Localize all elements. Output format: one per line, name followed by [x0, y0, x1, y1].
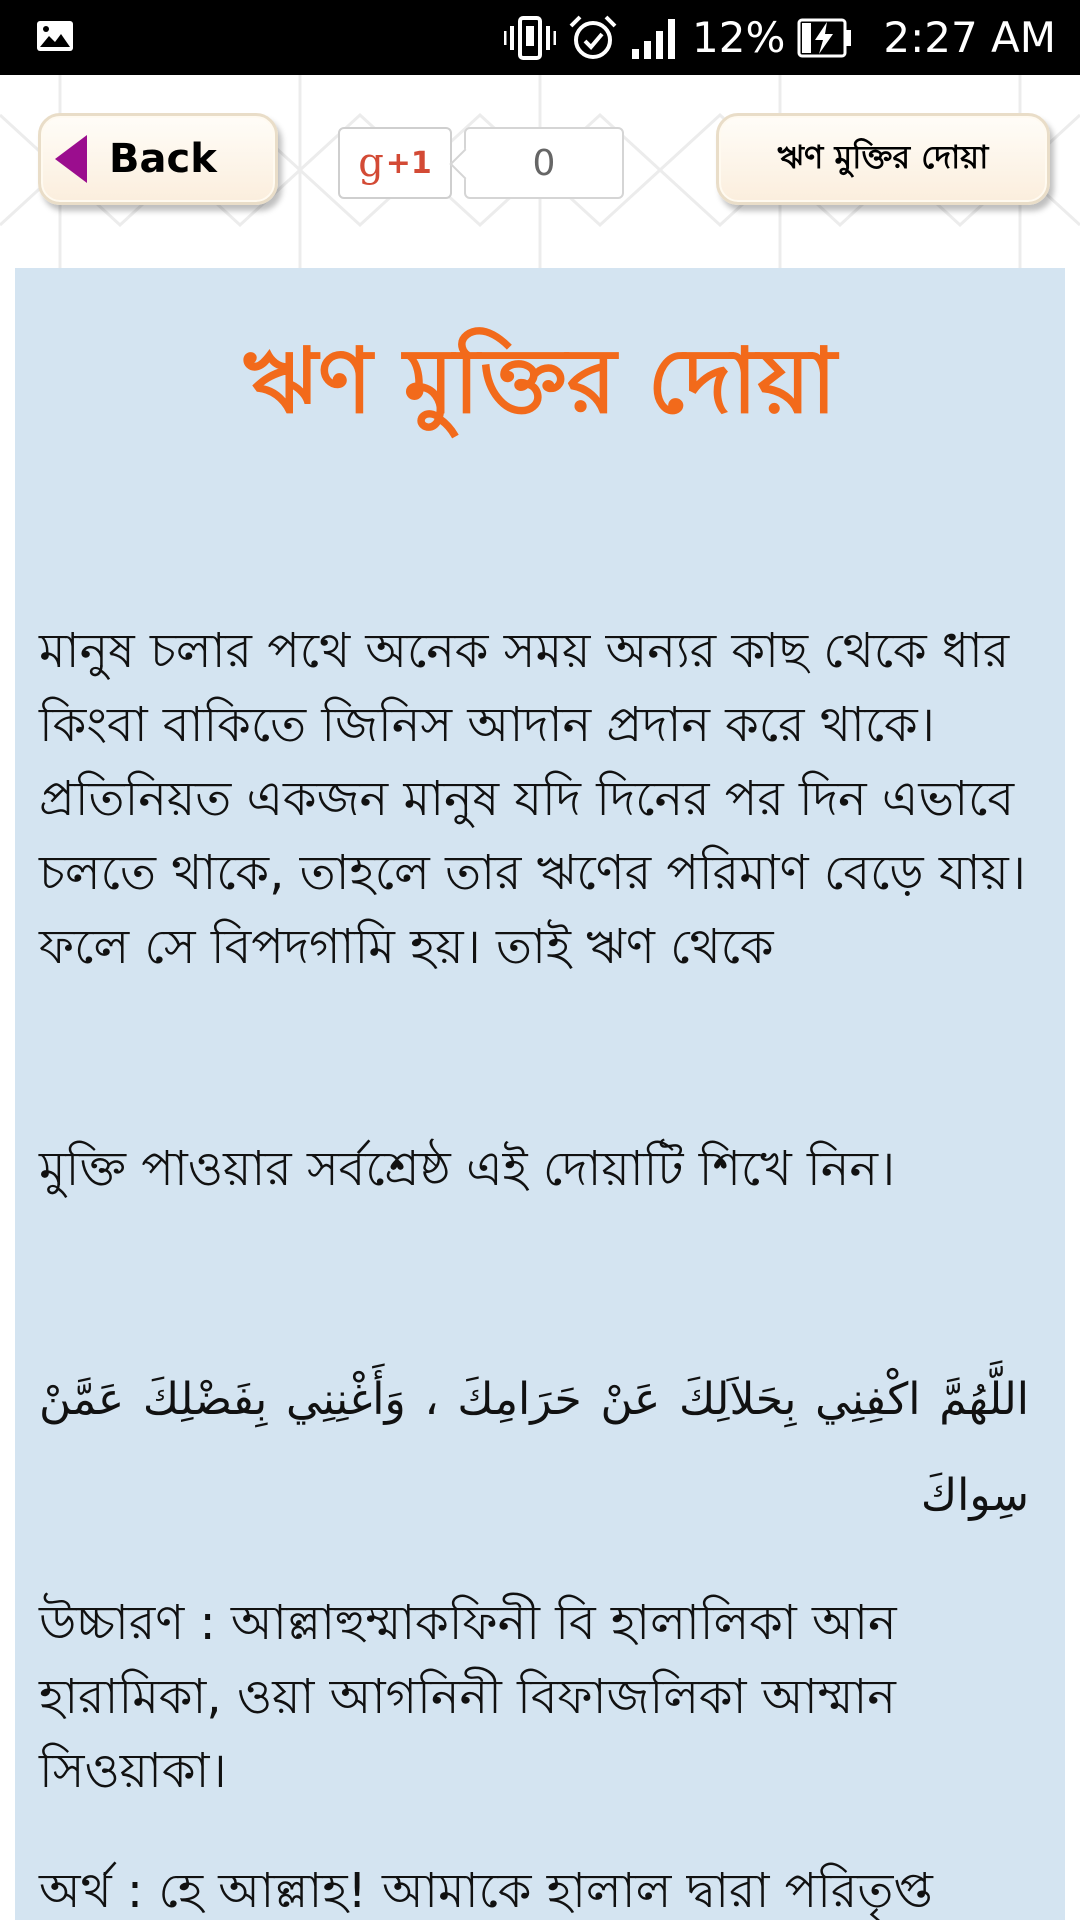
google-plus-one-button[interactable] [338, 127, 452, 199]
article-paragraph-intro: মানুষ চলার পথে অনেক সময় অন্যর কাছ থেকে ধার কিংবা বাকিতে জিনিস আদান প্রদান করে থাকে। প্রতিনিয়ত একজন মানুষ যদি দিনের পর দিন এভাবে চলতে থাকে, তাহলে তার ঋণের পরিমাণ বেড়ে যায়। ফলে সে বিপদগামি হয়। তাই ঋণ থেকে [39, 623, 1026, 975]
clock: 2:27 AM [883, 13, 1056, 62]
alarm-icon [568, 14, 618, 62]
pronunciation-text: উচ্চারণ : আল্লাহুম্মাকফিনী বি হালালিকা আন হারামিকা, ওয়া আগনিনী বিফাজলিকা আম্মান সিওয়াকা। [39, 1595, 897, 1799]
signal-icon [630, 15, 680, 61]
article-panel [15, 268, 1065, 1920]
back-button-label: Back [109, 136, 217, 182]
google-plus-icon: g [358, 140, 384, 186]
title-button-label: ঋণ মুক্তির দোয়া [777, 138, 989, 176]
battery-charging-icon [797, 18, 853, 58]
google-plus-count: 0 [464, 127, 624, 199]
title-button[interactable] [716, 113, 1050, 205]
battery-percent: 12% [692, 13, 786, 62]
article-paragraph-learn: মুক্তি পাওয়ার সর্বশ্রেষ্ঠ এই দোয়াটি শিখে নিন। [39, 1141, 896, 1197]
arabic-dua-text: اللَّهُمَّ اكْفِنِي بِحَلاَلِكَ عَنْ حَرَامِكَ ، وَأَغْنِنِي بِفَضْلِكَ عَمَّنْ سِواكَ [39, 1374, 1029, 1521]
gallery-notification-icon [36, 20, 74, 54]
back-arrow-icon [55, 135, 87, 183]
page-title: ঋণ মুক্তির দোয়া [243, 329, 837, 434]
status-bar [0, 0, 1080, 75]
meaning-text: অর্থ : হে আল্লাহ! আমাকে হালাল দ্বারা পরিতৃপ্ত [39, 1863, 933, 1919]
back-button[interactable] [38, 113, 278, 205]
vibrate-icon [504, 16, 556, 60]
google-plus-one-label: +1 [385, 145, 432, 181]
